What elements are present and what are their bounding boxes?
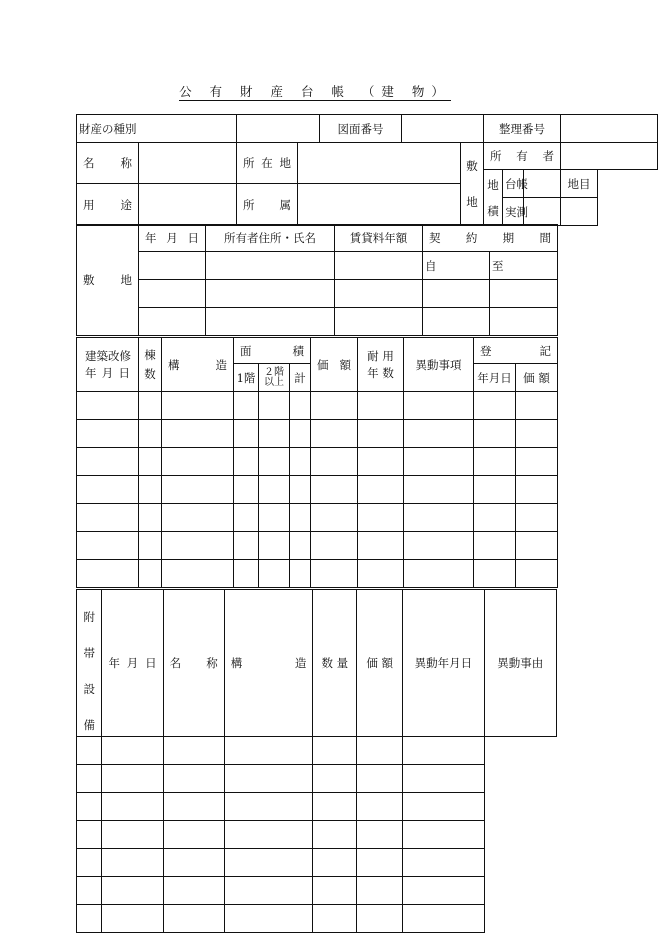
reg-price-header: 価 額 — [516, 364, 558, 392]
building-row-cell — [77, 448, 139, 476]
building-row — [77, 476, 558, 504]
site-cell — [335, 280, 423, 308]
site-cell — [335, 252, 423, 280]
equipment-row-cell — [224, 877, 313, 905]
site-contract-period-header: 契 約 期 間 — [423, 225, 558, 252]
name-label: 名 称 — [77, 143, 139, 184]
building-row-cell — [311, 392, 358, 420]
building-row-cell — [358, 560, 404, 588]
equipment-row — [77, 765, 557, 793]
serial-number-label: 整理番号 — [484, 115, 561, 143]
reg-date-header: 年月日 — [474, 364, 516, 392]
building-row-cell — [404, 392, 474, 420]
equipment-row-cell — [403, 877, 485, 905]
site-vertical-label — [461, 143, 484, 226]
site-owner-address-header: 所有者住所・氏名 — [206, 225, 335, 252]
equipment-row-cell — [77, 737, 102, 765]
floor2-header — [259, 364, 290, 392]
equipment-date-header: 年 月 日 — [102, 590, 163, 737]
building-row-cell — [162, 476, 234, 504]
building-row-cell — [139, 448, 162, 476]
building-row-cell — [358, 532, 404, 560]
equipment-row-cell — [357, 737, 403, 765]
area-char-1: 地 — [487, 177, 499, 192]
registration-header: 登 記 — [474, 338, 558, 364]
equipment-row-cell — [403, 793, 485, 821]
building-row-cell — [77, 476, 139, 504]
building-row-cell — [358, 448, 404, 476]
building-row-cell — [516, 504, 558, 532]
construction-date-line1: 建築改修 — [85, 348, 131, 363]
construction-date-line2: 年 月 日 — [85, 365, 130, 380]
name-value — [139, 143, 237, 184]
building-row-cell — [234, 532, 259, 560]
site-cell — [490, 308, 558, 336]
drawing-number-label: 図面番号 — [320, 115, 402, 143]
equipment-structure-header: 構 造 — [224, 590, 313, 737]
building-row — [77, 504, 558, 532]
site-label: 敷 地 — [77, 225, 139, 336]
building-row-cell — [139, 420, 162, 448]
building-row-cell — [311, 476, 358, 504]
building-row-cell — [404, 476, 474, 504]
site-cell — [206, 308, 335, 336]
site-cell — [490, 280, 558, 308]
equipment-char-2: 帯 — [83, 646, 95, 660]
equipment-row — [77, 905, 557, 933]
count-char-1: 棟 — [144, 347, 156, 362]
building-row-cell — [290, 476, 311, 504]
building-row-cell — [259, 392, 290, 420]
construction-date-header — [77, 338, 139, 392]
equipment-row-cell — [403, 737, 485, 765]
building-table — [76, 337, 558, 588]
property-type-label: 財産の種別 — [77, 115, 237, 143]
equipment-row-cell — [313, 849, 357, 877]
ledger-value — [524, 170, 561, 198]
building-row — [77, 560, 558, 588]
equipment-row-cell — [357, 765, 403, 793]
equipment-char-1: 附 — [83, 610, 95, 624]
equipment-row-cell — [77, 765, 102, 793]
building-row — [77, 392, 558, 420]
site-cell — [139, 308, 206, 336]
equipment-vertical-label — [77, 590, 102, 737]
land-category-label: 地目 — [561, 170, 598, 198]
equipment-row-cell — [163, 905, 224, 933]
equipment-row-cell — [77, 877, 102, 905]
building-row-cell — [77, 532, 139, 560]
site-cell — [423, 280, 490, 308]
structure-header: 構 造 — [162, 338, 234, 392]
building-row-cell — [474, 532, 516, 560]
equipment-row-cell — [102, 905, 163, 933]
building-row-cell — [162, 392, 234, 420]
equipment-row-cell — [163, 765, 224, 793]
useful-life-header — [358, 338, 404, 392]
header-table — [76, 114, 658, 226]
site-annual-rent-header: 賃貸料年額 — [335, 225, 423, 252]
floor1-header: 1階 — [234, 364, 259, 392]
building-row-cell — [404, 448, 474, 476]
equipment-row-cell — [102, 737, 163, 765]
building-row-cell — [162, 532, 234, 560]
equipment-change-date-header: 異動年月日 — [403, 590, 485, 737]
building-row-cell — [516, 392, 558, 420]
building-row-cell — [516, 420, 558, 448]
equipment-row-cell — [313, 793, 357, 821]
equipment-row-cell — [313, 737, 357, 765]
equipment-row-cell — [224, 821, 313, 849]
building-row-cell — [77, 420, 139, 448]
building-row-cell — [139, 560, 162, 588]
location-value — [298, 143, 461, 184]
equipment-row-cell — [102, 877, 163, 905]
building-row-cell — [516, 476, 558, 504]
building-row — [77, 448, 558, 476]
site-cell — [335, 308, 423, 336]
building-row-cell — [234, 448, 259, 476]
floor2-line1: ２階 — [264, 366, 284, 378]
site-char-2: 地 — [466, 195, 478, 209]
useful-life-line2: 年 数 — [367, 365, 394, 380]
building-row-cell — [516, 532, 558, 560]
equipment-row-cell — [224, 793, 313, 821]
equipment-row-cell — [224, 849, 313, 877]
equipment-row-cell — [77, 905, 102, 933]
building-row — [77, 420, 558, 448]
property-type-value — [237, 115, 320, 143]
equipment-quantity-header: 数 量 — [313, 590, 357, 737]
building-row-cell — [311, 532, 358, 560]
equipment-row-cell — [357, 905, 403, 933]
area-char-2: 積 — [487, 203, 499, 218]
building-row-cell — [162, 448, 234, 476]
building-row-cell — [139, 504, 162, 532]
area-vertical-label — [484, 170, 503, 226]
building-row-cell — [290, 420, 311, 448]
equipment-row-cell — [224, 737, 313, 765]
equipment-char-4: 備 — [83, 718, 95, 732]
total-header: 計 — [290, 364, 311, 392]
building-row-cell — [474, 504, 516, 532]
building-row-cell — [311, 504, 358, 532]
building-row-cell — [474, 392, 516, 420]
equipment-row-cell — [313, 821, 357, 849]
area-header: 面 積 — [234, 338, 311, 364]
site-from-label: 自 — [423, 252, 490, 280]
equipment-row-cell — [77, 821, 102, 849]
building-row-cell — [77, 560, 139, 588]
equipment-row-cell — [357, 821, 403, 849]
building-row-cell — [290, 448, 311, 476]
equipment-row-cell — [313, 877, 357, 905]
equipment-table — [76, 589, 557, 933]
site-cell — [139, 252, 206, 280]
building-row-cell — [77, 392, 139, 420]
building-row-cell — [474, 420, 516, 448]
ledger-label: 台帳 — [503, 170, 524, 198]
equipment-row-cell — [403, 821, 485, 849]
page-title: 公 有 財 産 台 帳 （建 物） — [179, 84, 451, 99]
equipment-row — [77, 849, 557, 877]
building-row-cell — [234, 476, 259, 504]
building-row-cell — [139, 392, 162, 420]
equipment-row-cell — [403, 765, 485, 793]
site-char-1: 敷 — [466, 159, 478, 173]
building-row-cell — [311, 560, 358, 588]
building-row-cell — [404, 560, 474, 588]
building-row-cell — [358, 420, 404, 448]
building-row-cell — [358, 504, 404, 532]
building-row-cell — [234, 560, 259, 588]
equipment-row-cell — [102, 765, 163, 793]
equipment-row-cell — [102, 849, 163, 877]
building-row-cell — [162, 504, 234, 532]
building-row-cell — [474, 476, 516, 504]
use-label: 用 途 — [77, 184, 139, 226]
price-header: 価 額 — [311, 338, 358, 392]
drawing-number-value — [402, 115, 484, 143]
actual-survey-value — [524, 198, 561, 226]
site-cell — [206, 252, 335, 280]
building-row-cell — [77, 504, 139, 532]
useful-life-line1: 耐 用 — [367, 348, 394, 363]
equipment-row-cell — [163, 737, 224, 765]
equipment-row-cell — [313, 765, 357, 793]
equipment-row-cell — [313, 905, 357, 933]
building-row-cell — [290, 560, 311, 588]
building-row-cell — [234, 420, 259, 448]
land-category-value — [561, 198, 598, 226]
building-row-cell — [404, 420, 474, 448]
equipment-row-cell — [224, 905, 313, 933]
building-row-cell — [259, 504, 290, 532]
equipment-row-cell — [163, 793, 224, 821]
equipment-row-cell — [357, 877, 403, 905]
equipment-row-cell — [163, 849, 224, 877]
equipment-char-3: 設 — [83, 682, 95, 696]
building-row-cell — [311, 448, 358, 476]
equipment-row-cell — [224, 765, 313, 793]
building-row-cell — [259, 448, 290, 476]
owner-value — [561, 143, 658, 170]
building-row-cell — [474, 560, 516, 588]
building-row — [77, 532, 558, 560]
equipment-row-cell — [77, 849, 102, 877]
building-row-cell — [259, 476, 290, 504]
building-row-cell — [234, 504, 259, 532]
building-row-cell — [404, 504, 474, 532]
equipment-row-cell — [357, 849, 403, 877]
building-row-cell — [516, 560, 558, 588]
location-label: 所 在 地 — [237, 143, 298, 184]
equipment-price-header: 価 額 — [357, 590, 403, 737]
building-row-cell — [139, 476, 162, 504]
site-cell — [206, 280, 335, 308]
floor2-line2: 以上 — [264, 376, 284, 388]
building-row-cell — [162, 420, 234, 448]
equipment-row-cell — [403, 849, 485, 877]
equipment-row-cell — [163, 821, 224, 849]
equipment-row-cell — [102, 821, 163, 849]
equipment-change-reason-header: 異動事由 — [484, 590, 556, 737]
building-row-cell — [162, 560, 234, 588]
equipment-name-header: 名 称 — [163, 590, 224, 737]
building-row-cell — [259, 420, 290, 448]
actual-survey-label: 実測 — [503, 198, 524, 226]
site-date-header: 年 月 日 — [139, 225, 206, 252]
count-header — [139, 338, 162, 392]
site-to-label: 至 — [490, 252, 558, 280]
count-char-2: 数 — [144, 366, 156, 381]
building-row-cell — [516, 448, 558, 476]
building-row-cell — [290, 532, 311, 560]
building-row-cell — [290, 392, 311, 420]
use-value — [139, 184, 237, 226]
equipment-row-cell — [403, 905, 485, 933]
building-row-cell — [234, 392, 259, 420]
equipment-row — [77, 877, 557, 905]
affiliation-value — [298, 184, 461, 226]
equipment-row-cell — [102, 793, 163, 821]
owner-label: 所 有 者 — [484, 143, 561, 170]
building-row-cell — [311, 420, 358, 448]
building-row-cell — [474, 448, 516, 476]
equipment-row — [77, 793, 557, 821]
building-row-cell — [358, 476, 404, 504]
changes-header: 異動事項 — [404, 338, 474, 392]
serial-number-value — [561, 115, 658, 143]
site-cell — [139, 280, 206, 308]
building-row-cell — [404, 532, 474, 560]
site-table — [76, 224, 558, 336]
site-cell — [423, 308, 490, 336]
building-row-cell — [290, 504, 311, 532]
equipment-row-cell — [163, 877, 224, 905]
building-row-cell — [259, 532, 290, 560]
building-row-cell — [358, 392, 404, 420]
equipment-row-cell — [77, 793, 102, 821]
equipment-row-cell — [357, 793, 403, 821]
building-row-cell — [259, 560, 290, 588]
equipment-row — [77, 821, 557, 849]
equipment-row — [77, 737, 557, 765]
building-row-cell — [139, 532, 162, 560]
affiliation-label: 所 属 — [237, 184, 298, 226]
